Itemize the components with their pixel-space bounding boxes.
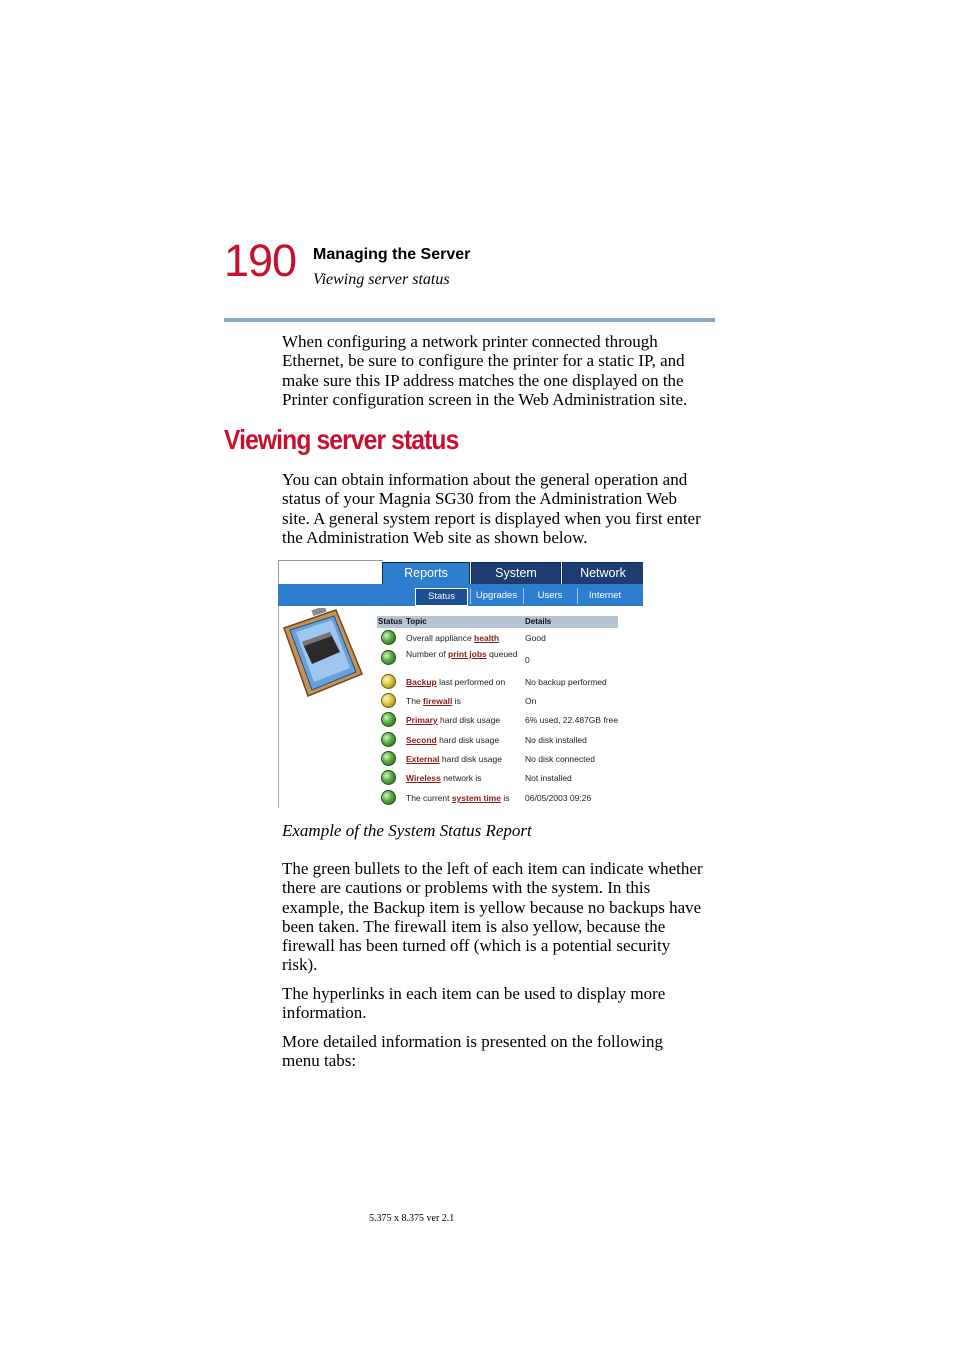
text-line: the Administration Web site as shown below. [282, 527, 588, 547]
table-row [377, 694, 637, 712]
table-row [377, 733, 637, 751]
column-header-topic: Topic [406, 617, 427, 626]
topic-text: hard disk usage [439, 754, 502, 764]
subtab-users[interactable]: Users [523, 588, 576, 604]
topic-link[interactable]: External [406, 754, 440, 764]
topic-text: last performed on [436, 677, 506, 687]
subtab-internet[interactable]: Internet [577, 588, 632, 604]
details-cell: On [525, 696, 537, 706]
figure-caption: Example of the System Status Report [282, 821, 532, 840]
chapter-title: Managing the Server [313, 246, 471, 263]
table-row [377, 651, 637, 669]
text-line: Printer configuration screen in the Web Administration site. [282, 389, 688, 409]
details-cell: 6% used, 22.487GB free [525, 715, 619, 725]
topic-cell [406, 773, 521, 783]
text-line: information. [282, 1003, 367, 1023]
page-footer: 5.375 x 8.375 ver 2.1 [369, 1213, 455, 1224]
tab-reports[interactable]: Reports [382, 562, 470, 585]
main-tab-bar [382, 562, 643, 584]
topic-cell [406, 735, 521, 745]
topic-cell [406, 677, 521, 687]
text-line: example, the Backup item is yellow because no backups have [282, 897, 702, 917]
text-line: When configuring a network printer connected through [282, 332, 658, 351]
header-rule [224, 318, 715, 322]
text-line: The hyperlinks in each item can be used to display more [282, 984, 666, 1003]
topic-cell [406, 649, 521, 659]
topic-cell [406, 754, 521, 764]
topic-cell [406, 793, 521, 803]
green-status-bullet-icon [381, 732, 396, 747]
topic-cell [406, 633, 521, 643]
yellow-status-bullet-icon [381, 674, 396, 689]
topic-text: hard disk usage [436, 735, 500, 745]
text-line: there are cautions or problems with the system. In this [282, 878, 651, 898]
section-subtitle: Viewing server status [313, 271, 450, 288]
green-status-bullet-icon [381, 712, 396, 727]
green-status-bullet-icon [381, 650, 396, 665]
details-cell: Good [525, 633, 546, 643]
topic-cell [406, 696, 521, 706]
tab-network[interactable]: Network [562, 562, 643, 585]
topic-text: hard disk usage [437, 715, 501, 725]
text-line: You can obtain information about the general operation and [282, 470, 688, 489]
green-status-bullet-icon [381, 790, 396, 805]
green-status-bullet-icon [381, 630, 396, 645]
text-line: site. A general system report is displayed when you first enter [282, 508, 701, 528]
topic-text: Number of [406, 649, 449, 659]
body-paragraph [282, 984, 717, 1023]
text-line: firewall has been turned off (which is a potential security [282, 936, 671, 956]
details-cell: 0 [525, 655, 530, 665]
body-paragraph [282, 859, 717, 975]
table-row [377, 752, 637, 770]
topic-link[interactable]: Second [406, 735, 437, 745]
details-cell: No disk installed [525, 735, 587, 745]
details-cell: No backup performed [525, 677, 607, 687]
topic-text: Overall appliance [406, 633, 475, 643]
details-cell: 06/05/2003 09:26 [525, 793, 592, 803]
text-line: risk). [282, 955, 318, 975]
column-header-status: Status [378, 617, 403, 626]
topic-link[interactable]: Backup [406, 677, 437, 687]
section-paragraph [282, 470, 717, 547]
table-row [377, 631, 637, 649]
topic-link[interactable]: Wireless [406, 773, 441, 783]
frame-edge [278, 582, 279, 808]
clipboard-server-icon [280, 608, 364, 698]
topic-link[interactable]: system time [451, 793, 501, 803]
topic-link[interactable]: health [474, 633, 500, 643]
green-status-bullet-icon [381, 751, 396, 766]
table-row [377, 771, 637, 789]
green-status-bullet-icon [381, 770, 396, 785]
subtab-status[interactable]: Status [415, 588, 468, 606]
intro-paragraph [282, 332, 717, 409]
topic-text: network is [440, 773, 482, 783]
page-number: 190 [224, 235, 297, 286]
text-line: More detailed information is presented on the following [282, 1032, 663, 1051]
topic-link[interactable]: firewall [423, 696, 453, 706]
topic-cell [406, 715, 521, 725]
text-line: Ethernet, be sure to configure the printer for a static IP, and [282, 351, 685, 371]
subtab-upgrades[interactable]: Upgrades [470, 588, 522, 604]
text-line: status of your Magnia SG30 from the Administration Web [282, 489, 677, 509]
text-line: make sure this IP address matches the one displayed on the [282, 370, 684, 390]
topic-text: The [406, 696, 424, 706]
table-row [377, 675, 637, 693]
topic-link[interactable]: print jobs [448, 649, 487, 659]
text-line: The green bullets to the left of each item can indicate whether [282, 859, 703, 878]
column-header-details: Details [525, 617, 552, 626]
frame-corner [278, 560, 383, 583]
status-report-screenshot [278, 560, 643, 808]
details-cell: No disk connected [525, 754, 595, 764]
body-paragraph [282, 1032, 717, 1071]
table-row [377, 791, 637, 808]
text-line: been taken. The firewall item is also yellow, because the [282, 916, 666, 936]
text-line: menu tabs: [282, 1051, 357, 1071]
topic-text: is [452, 696, 461, 706]
topic-text: The current [406, 793, 452, 803]
topic-text: is [500, 793, 510, 803]
topic-text: queued [486, 649, 518, 659]
table-row [377, 713, 637, 731]
table-header [377, 616, 618, 628]
topic-link[interactable]: Primary [406, 715, 438, 725]
section-heading: Viewing server status [224, 424, 459, 455]
yellow-status-bullet-icon [381, 693, 396, 708]
tab-system[interactable]: System [471, 562, 561, 585]
details-cell: Not installed [525, 773, 572, 783]
